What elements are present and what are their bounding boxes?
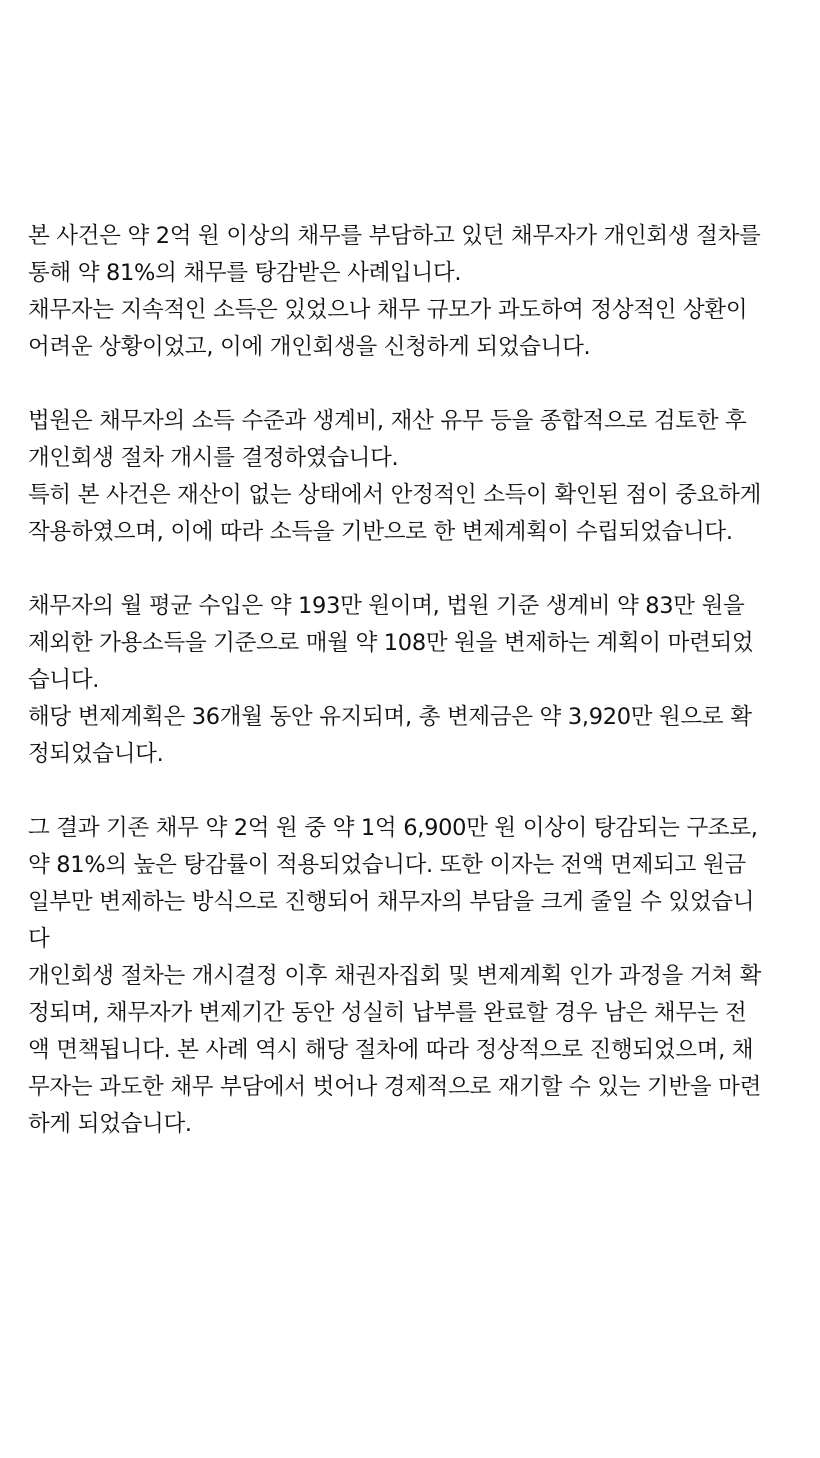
text-line: 어려운 상황이었고, 이에 개인회생을 신청하게 되었습니다. xyxy=(28,334,591,360)
paragraph-result xyxy=(28,810,800,1143)
text-line: 무자는 과도한 채무 부담에서 벗어나 경제적으로 재기할 수 있는 기반을 마련 xyxy=(28,1074,762,1100)
text-line: 제외한 가용소득을 기준으로 매월 약 108만 원을 변제하는 계획이 마련되었 xyxy=(28,630,754,656)
text-line: 개인회생 절차 개시를 결정하였습니다. xyxy=(28,445,399,471)
text-line: 약 81%의 높은 탕감률이 적용되었습니다. 또한 이자는 전액 면제되고 원금 xyxy=(28,852,746,878)
case-article xyxy=(28,218,800,1143)
text-line: 채무자의 월 평균 수입은 약 193만 원이며, 법원 기준 생계비 약 83만 원을 xyxy=(28,593,745,619)
text-line: 특히 본 사건은 재산이 없는 상태에서 안정적인 소득이 확인된 점이 중요하게 xyxy=(28,482,762,508)
text-line: 본 사건은 약 2억 원 이상의 채무를 부담하고 있던 채무자가 개인회생 절차를 xyxy=(28,223,761,249)
text-line: 하게 되었습니다. xyxy=(28,1111,192,1137)
text-line: 일부만 변제하는 방식으로 진행되어 채무자의 부담을 크게 줄일 수 있었습니 xyxy=(28,889,755,915)
text-line: 정되었습니다. xyxy=(28,741,164,767)
text-line: 해당 변제계획은 36개월 동안 유지되며, 총 변제금은 약 3,920만 원으로 확 xyxy=(28,704,752,730)
paragraph-case-overview xyxy=(28,218,800,366)
text-line: 통해 약 81%의 채무를 탕감받은 사례입니다. xyxy=(28,260,462,286)
paragraph-court-decision xyxy=(28,403,800,551)
text-line: 채무자는 지속적인 소득은 있었으나 채무 규모가 과도하여 정상적인 상환이 xyxy=(28,297,748,323)
text-line: 개인회생 절차는 개시결정 이후 채권자집회 및 변제계획 인가 과정을 거쳐 확 xyxy=(28,963,762,989)
text-line: 습니다. xyxy=(28,667,100,693)
text-line: 다 xyxy=(28,926,50,952)
text-line: 작용하였으며, 이에 따라 소득을 기반으로 한 변제계획이 수립되었습니다. xyxy=(28,519,733,545)
text-line: 그 결과 기존 채무 약 2억 원 중 약 1억 6,900만 원 이상이 탕감되는 구조로, xyxy=(28,815,758,841)
text-line: 법원은 채무자의 소득 수준과 생계비, 재산 유무 등을 종합적으로 검토한 후 xyxy=(28,408,747,434)
paragraph-repayment-plan xyxy=(28,588,800,773)
text-line: 정되며, 채무자가 변제기간 동안 성실히 납부를 완료할 경우 남은 채무는 전 xyxy=(28,1000,747,1026)
text-line: 액 면책됩니다. 본 사례 역시 해당 절차에 따라 정상적으로 진행되었으며, 채 xyxy=(28,1037,754,1063)
